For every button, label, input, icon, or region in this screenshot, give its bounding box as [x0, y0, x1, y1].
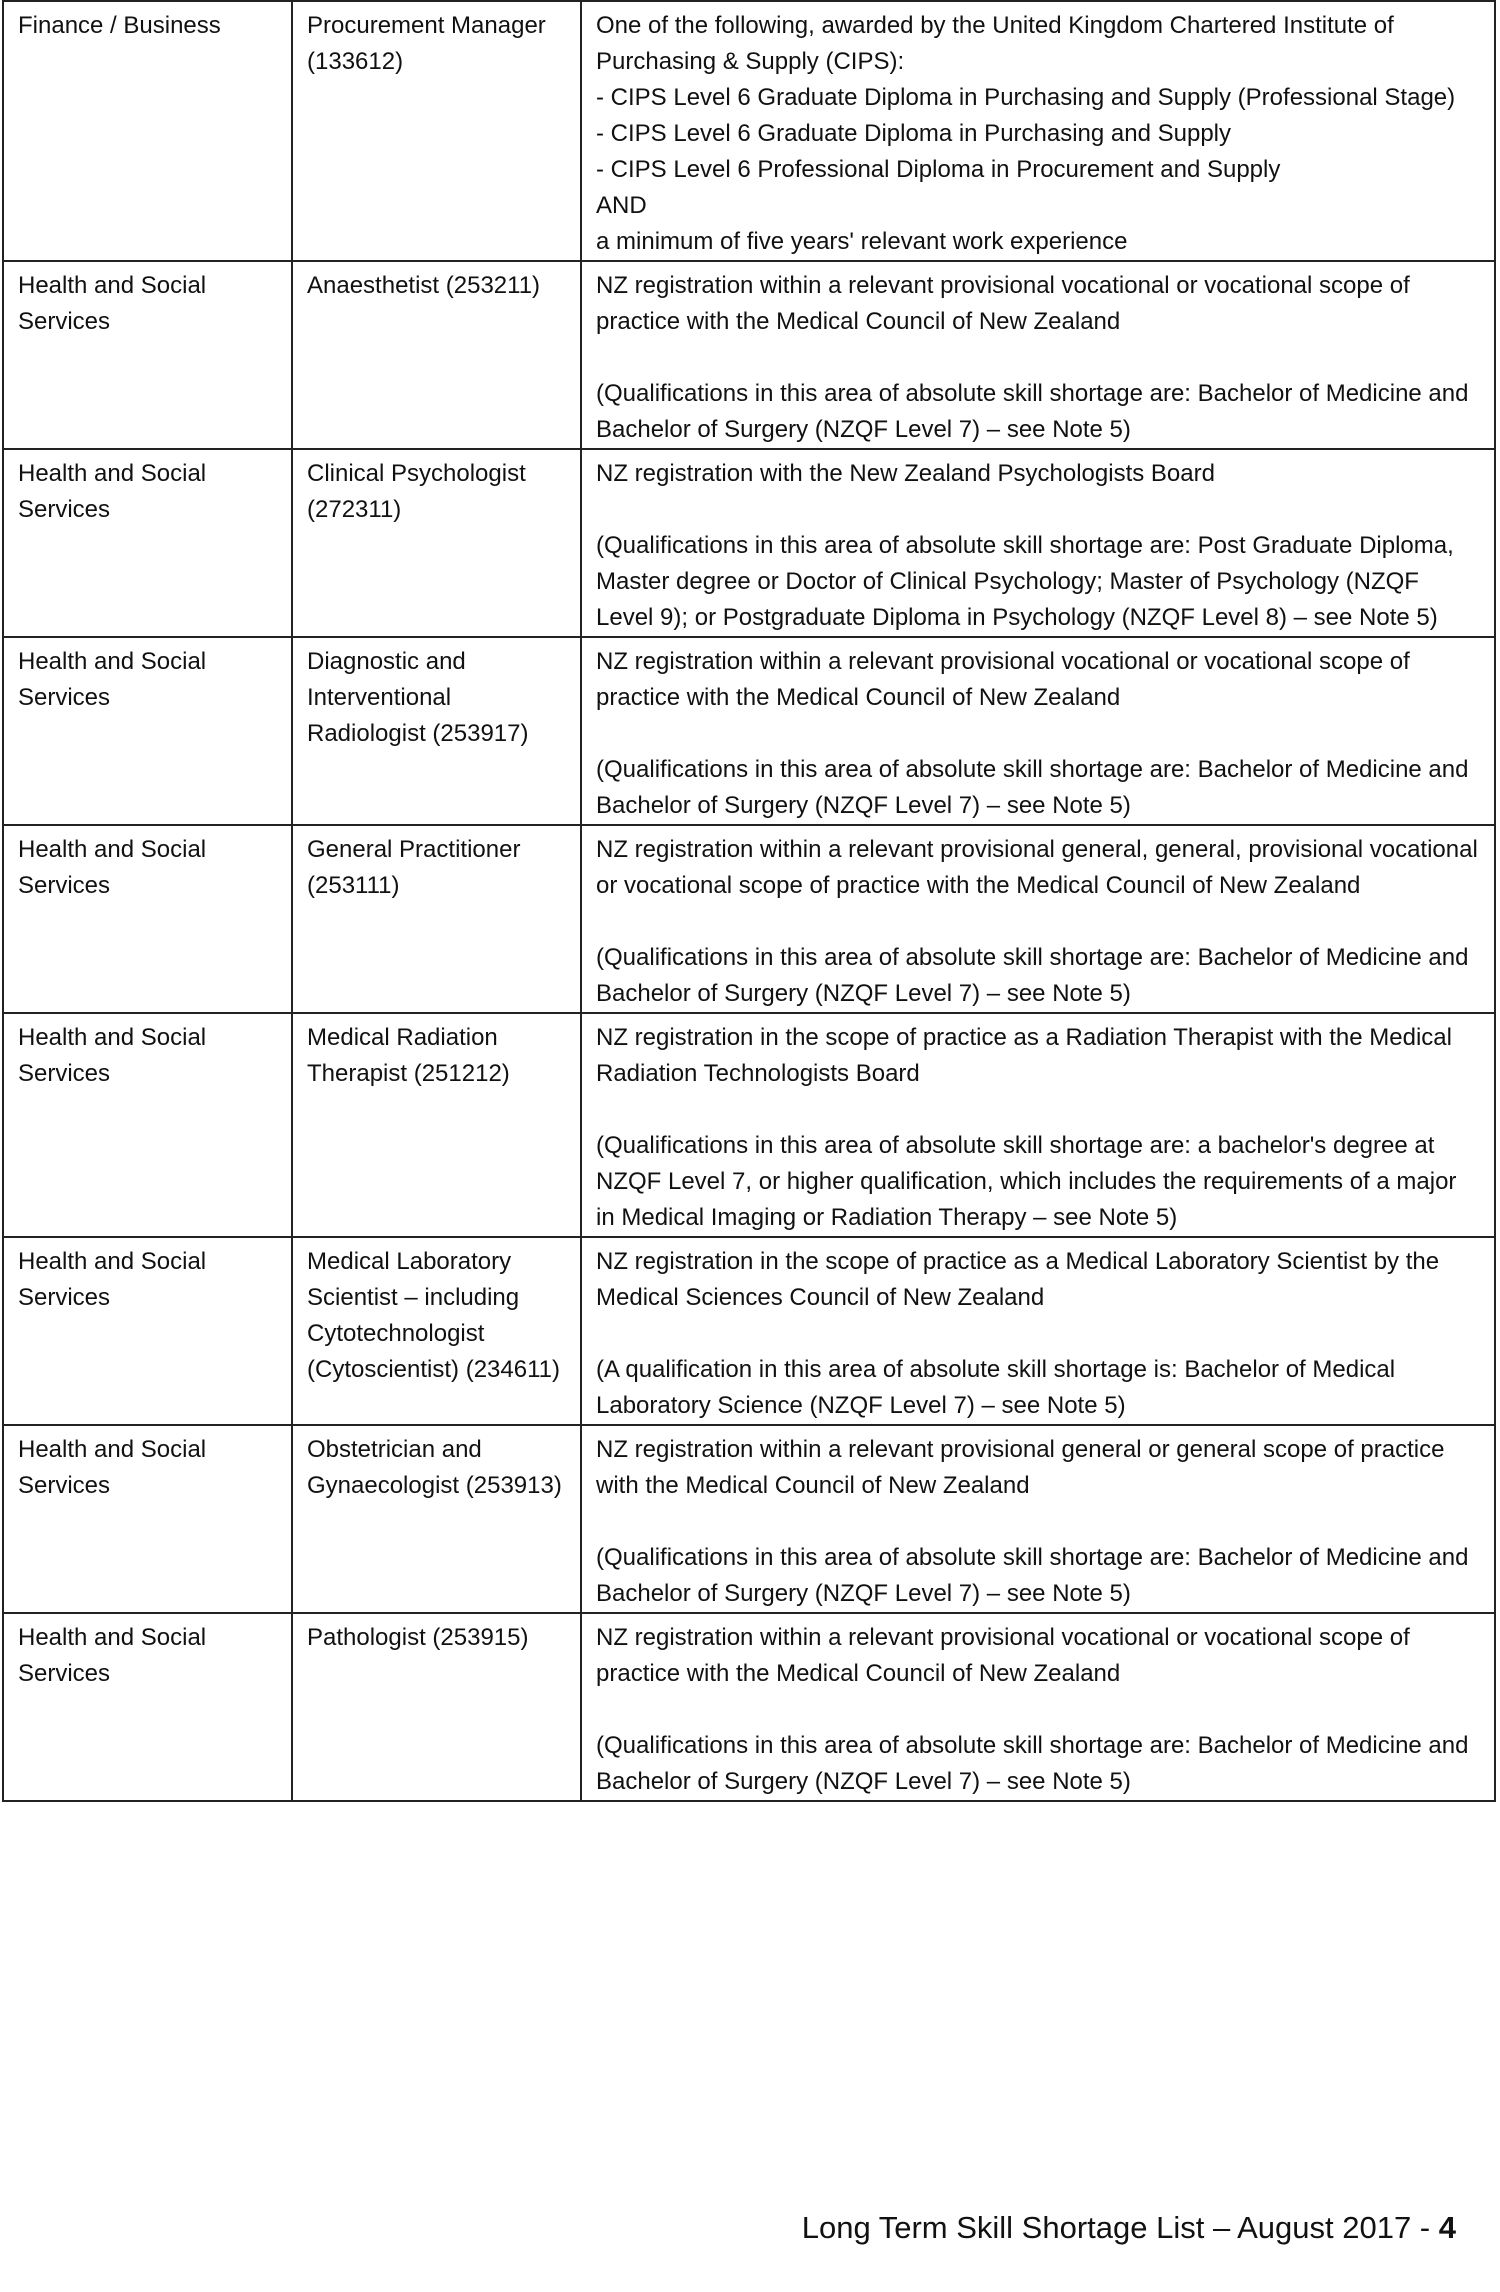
- qualification-note: (Qualifications in this area of absolute skill shortage are: Bachelor of Medicine and Bachelor of Surgery (NZQF Level 7) – see Note 5): [596, 944, 1469, 1007]
- paragraph-gap: [596, 492, 1480, 528]
- table-row: [3, 449, 1495, 637]
- requirement-line: One of the following, awarded by the United Kingdom Chartered Institute of Purchasing & Supply (CIPS):: [596, 12, 1394, 75]
- qualification-note: (Qualifications in this area of absolute skill shortage are: Bachelor of Medicine and Bachelor of Surgery (NZQF Level 7) – see Note 5): [596, 380, 1469, 443]
- requirement-line: NZ registration in the scope of practice as a Radiation Therapist with the Medical Radiation Technologists Board: [596, 1024, 1452, 1087]
- area-cell: Health and Social Services: [3, 637, 292, 825]
- requirement-cell: [581, 1425, 1495, 1613]
- requirement-cell: [581, 261, 1495, 449]
- area-cell: Health and Social Services: [3, 449, 292, 637]
- requirement-line: NZ registration within a relevant provisional vocational or vocational scope of practice with the Medical Council of New Zealand: [596, 272, 1410, 335]
- requirement-cell: [581, 1, 1495, 261]
- area-cell: Health and Social Services: [3, 1013, 292, 1237]
- occupation-cell: Clinical Psychologist (272311): [292, 449, 581, 637]
- requirement-line: - CIPS Level 6 Graduate Diploma in Purchasing and Supply (Professional Stage): [596, 84, 1456, 111]
- paragraph-gap: [596, 1092, 1480, 1128]
- paragraph-gap: [596, 340, 1480, 376]
- requirement-line: - CIPS Level 6 Graduate Diploma in Purchasing and Supply: [596, 120, 1232, 147]
- occupation-cell: Medical Radiation Therapist (251212): [292, 1013, 581, 1237]
- occupation-cell: Obstetrician and Gynaecologist (253913): [292, 1425, 581, 1613]
- requirement-cell: [581, 825, 1495, 1013]
- paragraph-gap: [596, 1316, 1480, 1352]
- occupation-cell: Diagnostic and Interventional Radiologist (253917): [292, 637, 581, 825]
- page-footer: [802, 2208, 1456, 2248]
- qualification-note: (Qualifications in this area of absolute skill shortage are: Post Graduate Diploma, Master degree or Doctor of Clinical Psychology; Master of Psychology (NZQF Level 9); or Postgraduate Diploma in Psychology (NZQF Level 8) – see Note 5): [596, 532, 1454, 631]
- area-cell: Health and Social Services: [3, 1425, 292, 1613]
- requirement-line: NZ registration within a relevant provisional vocational or vocational scope of practice with the Medical Council of New Zealand: [596, 1624, 1410, 1687]
- area-cell: Health and Social Services: [3, 1613, 292, 1801]
- table-row: [3, 1237, 1495, 1425]
- paragraph-gap: [596, 716, 1480, 752]
- qualification-note: (Qualifications in this area of absolute skill shortage are: Bachelor of Medicine and Bachelor of Surgery (NZQF Level 7) – see Note 5): [596, 1732, 1469, 1795]
- requirement-line: NZ registration within a relevant provisional general, general, provisional vocational or vocational scope of practice with the Medical Council of New Zealand: [596, 836, 1478, 899]
- table-row: [3, 1613, 1495, 1801]
- occupation-cell: General Practitioner (253111): [292, 825, 581, 1013]
- requirement-cell: [581, 1237, 1495, 1425]
- requirement-line: NZ registration within a relevant provisional vocational or vocational scope of practice with the Medical Council of New Zealand: [596, 648, 1410, 711]
- requirement-cell: [581, 1613, 1495, 1801]
- table-row: [3, 825, 1495, 1013]
- requirement-line: NZ registration with the New Zealand Psychologists Board: [596, 460, 1215, 487]
- table-row: [3, 637, 1495, 825]
- requirement-line: a minimum of five years' relevant work experience: [596, 228, 1128, 255]
- area-cell: Health and Social Services: [3, 1237, 292, 1425]
- requirement-cell: [581, 1013, 1495, 1237]
- page-number: 4: [1438, 2210, 1456, 2245]
- table-row: [3, 1013, 1495, 1237]
- area-cell: Finance / Business: [3, 1, 292, 261]
- area-cell: Health and Social Services: [3, 261, 292, 449]
- requirement-cell: [581, 637, 1495, 825]
- requirement-line: AND: [596, 192, 647, 219]
- table-row: [3, 261, 1495, 449]
- qualification-note: (Qualifications in this area of absolute skill shortage are: Bachelor of Medicine and Bachelor of Surgery (NZQF Level 7) – see Note 5): [596, 1544, 1469, 1607]
- qualification-note: (A qualification in this area of absolute skill shortage is: Bachelor of Medical Laboratory Science (NZQF Level 7) – see Note 5): [596, 1356, 1396, 1419]
- paragraph-gap: [596, 904, 1480, 940]
- paragraph-gap: [596, 1504, 1480, 1540]
- table-row: [3, 1, 1495, 261]
- requirement-cell: [581, 449, 1495, 637]
- occupation-cell: Pathologist (253915): [292, 1613, 581, 1801]
- area-cell: Health and Social Services: [3, 825, 292, 1013]
- qualification-note: (Qualifications in this area of absolute skill shortage are: Bachelor of Medicine and Bachelor of Surgery (NZQF Level 7) – see Note 5): [596, 756, 1469, 819]
- skill-shortage-table: [2, 0, 1496, 1802]
- footer-title: Long Term Skill Shortage List – August 2017 -: [801, 2210, 1439, 2245]
- requirement-line: NZ registration within a relevant provisional general or general scope of practice with the Medical Council of New Zealand: [596, 1436, 1445, 1499]
- table-body: [3, 1, 1495, 1801]
- occupation-cell: Medical Laboratory Scientist – including Cytotechnologist (Cytoscientist) (234611): [292, 1237, 581, 1425]
- requirement-line: - CIPS Level 6 Professional Diploma in Procurement and Supply: [596, 156, 1281, 183]
- occupation-cell: Procurement Manager (133612): [292, 1, 581, 261]
- qualification-note: (Qualifications in this area of absolute skill shortage are: a bachelor's degree at NZQF Level 7, or higher qualification, which includes the requirements of a major in Medical Imaging or Radiation Therapy – see Note 5): [596, 1132, 1457, 1231]
- occupation-cell: Anaesthetist (253211): [292, 261, 581, 449]
- paragraph-gap: [596, 1692, 1480, 1728]
- table-row: [3, 1425, 1495, 1613]
- requirement-line: NZ registration in the scope of practice as a Medical Laboratory Scientist by the Medical Sciences Council of New Zealand: [596, 1248, 1440, 1311]
